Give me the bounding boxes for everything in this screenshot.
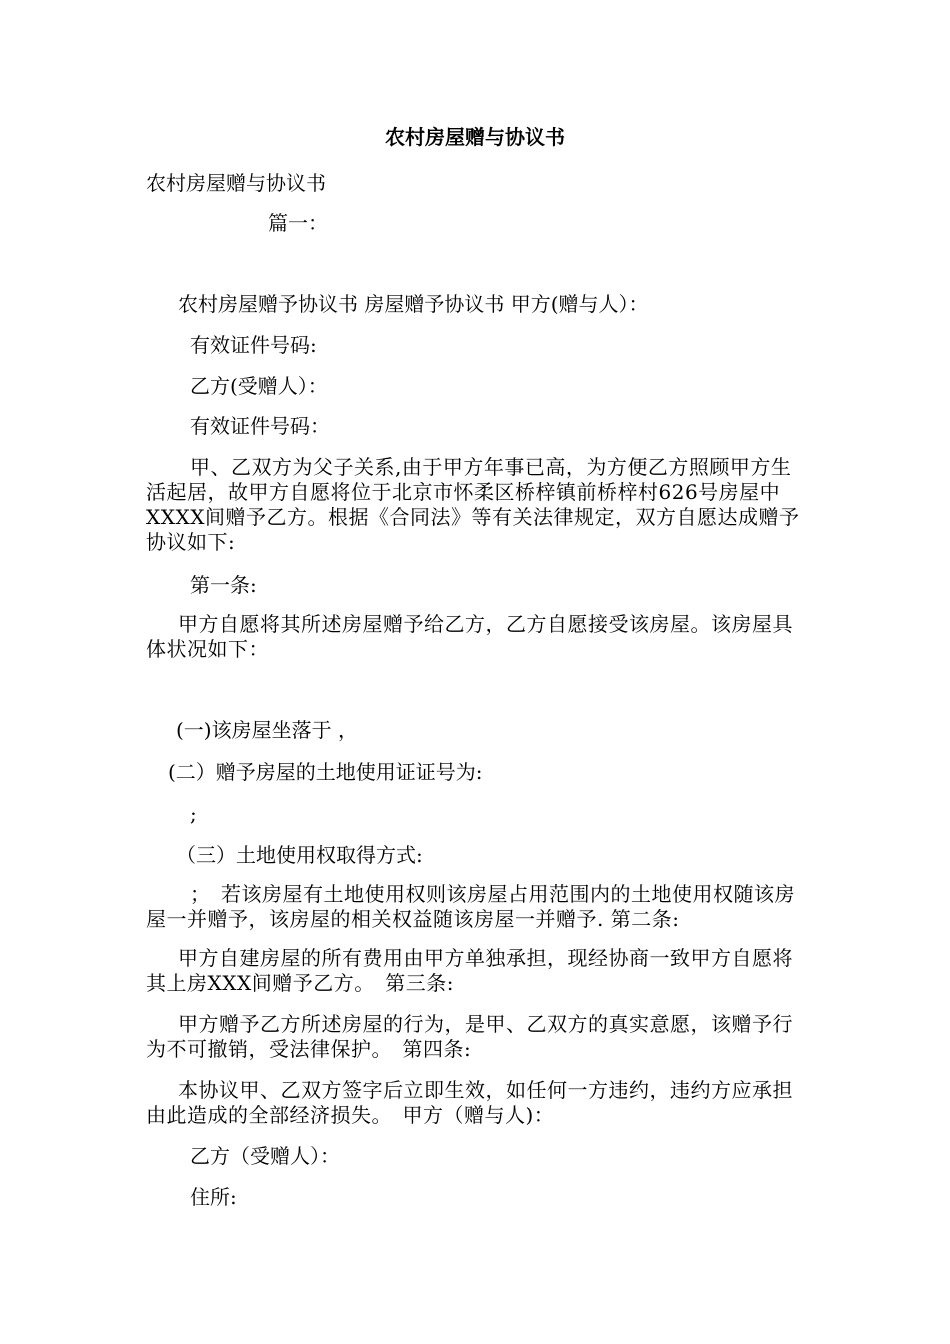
article-one-heading: 第一条: — [190, 573, 257, 597]
item-land-acquisition: （三）土地使用权取得方式: — [176, 843, 423, 867]
semicolon-line: ; — [190, 802, 197, 826]
land-use-paragraph: ； 若该房屋有土地使用权则该房屋占用范围内的土地使用权随该房屋一并赠予，该房屋的相关权益随该房屋一并赠予. 第二条: — [146, 882, 795, 931]
document-subtitle: 农村房屋赠与协议书 — [146, 171, 326, 195]
cost-paragraph: 甲方自建房屋的所有费用由甲方单独承担，现经协商一致甲方自愿将其上房XXX间赠予乙方。 第三条: — [146, 946, 793, 995]
party-a-id-number: 有效证件号码: — [190, 333, 317, 357]
agreement-header-line: 农村房屋赠予协议书 房屋赠予协议书 甲方(赠与人）： — [178, 292, 649, 316]
party-b-line: 乙方(受赠人）： — [190, 374, 328, 398]
party-b-id-number: 有效证件号码： — [190, 414, 330, 438]
article-one-paragraph: 甲方自愿将其所述房屋赠予给乙方，乙方自愿接受该房屋。该房屋具体状况如下： — [146, 612, 793, 661]
signature-party-b: 乙方（受赠人）： — [190, 1144, 340, 1168]
document-title: 农村房屋赠与协议书 — [385, 125, 565, 149]
gift-paragraph: 甲方赠予乙方所述房屋的行为，是甲、乙双方的真实意愿，该赠予行为不可撤销，受法律保护。 第四条: — [146, 1012, 793, 1061]
item-land-certificate: (二）赠予房屋的土地使用证证号为: — [168, 760, 483, 784]
intro-paragraph: 甲、乙双方为父子关系,由于甲方年事已高，为方便乙方照顾甲方生活起居，故甲方自愿将位于北京市怀柔区桥梓镇前桥梓村626号房屋中XXXX间赠予乙方。根据《合同法》等有关法律规定，双方自愿达成赠予协议如下: — [146, 455, 800, 554]
section-label: 篇一： — [268, 211, 328, 235]
signature-address: 住所: — [190, 1185, 237, 1209]
effect-paragraph: 本协议甲、乙双方签字后立即生效，如任何一方违约，违约方应承担由此造成的全部经济损失。 甲方（赠与人)： — [146, 1078, 793, 1127]
item-location: (一)该房屋坐落于 ， — [176, 718, 358, 742]
